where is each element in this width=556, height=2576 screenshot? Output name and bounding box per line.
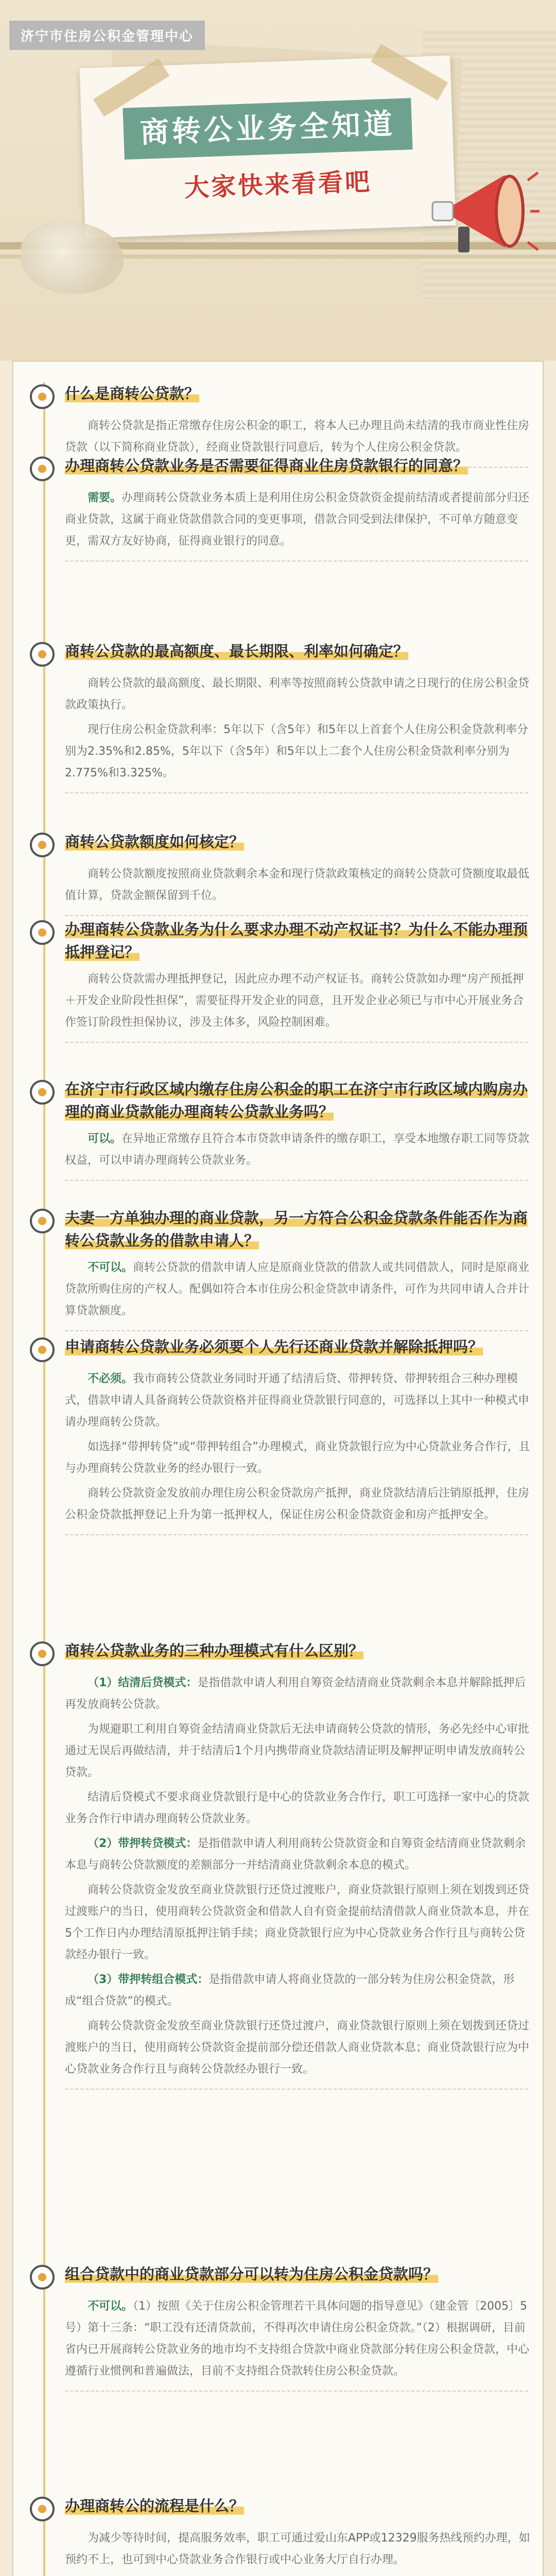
- answer-text: 商转公贷款的最高额度、最长期限、利率等按照商转公贷款申请之日现行的住房公积金贷款政策执行。: [65, 677, 530, 711]
- answer: [65, 1368, 533, 1526]
- question-label: 夫妻一方单独办理的商业贷款，另一方符合公积金贷款条件能否作为商转公贷款业务的借款申请人？: [65, 1209, 528, 1249]
- qa-block: [29, 831, 533, 916]
- qa-block: [29, 2495, 533, 2576]
- question: [29, 831, 533, 858]
- answer-text: 商转公贷款资金发放至商业贷款银行还贷过渡户，商业贷款银行原则上须在划拨到还贷过渡账户的当日，使用商转公贷款资金提前部分偿还借款人商业贷款本息；商业贷款银行应为中心贷款业务合作行且与商转公贷款经办银行一致。: [65, 2020, 530, 2076]
- question: [29, 2263, 533, 2291]
- bullet-circle-icon: [29, 1640, 56, 1667]
- qa-block: [29, 1639, 533, 2090]
- answer-text: 是指借款申请人利用商转公贷款资金和自筹资金结清商业贷款剩余本息与商转公贷款额度的差额部分一并结清商业贷款剩余本息的模式。: [65, 1837, 526, 1872]
- answer-text: 商转公贷款需办理抵押登记，因此应办理不动产权证书。商转公贷款如办理“房产预抵押＋开发企业阶段性担保”，需要征得开发企业的同意，且开发企业必须已与市中心开展业务合作签订阶段性担保协议，涉及主体多，风险控制困难。: [65, 973, 524, 1029]
- answer-paragraph: [65, 487, 533, 552]
- answer: [65, 673, 533, 784]
- bullet-circle-icon: [29, 383, 56, 410]
- answer: [65, 415, 533, 459]
- bullet-circle-icon: [29, 1336, 56, 1363]
- dashed-divider: [65, 1534, 528, 1535]
- answer-paragraph: [65, 969, 533, 1033]
- question-label: 什么是商转公贷款？: [65, 385, 200, 402]
- answer-paragraph: [65, 1483, 533, 1526]
- dashed-divider: [65, 2391, 528, 2392]
- question: [29, 454, 533, 482]
- question: [29, 918, 533, 963]
- page-subtitle: 大家快来看看吧: [184, 167, 373, 203]
- dashed-divider: [65, 915, 528, 916]
- bullet-circle-icon: [29, 1208, 56, 1234]
- question: [29, 1639, 533, 1667]
- answer-subheading: （3）带押转组合模式：: [88, 1973, 209, 1986]
- answer-lead: 不必须。: [88, 1372, 133, 1385]
- dashed-divider: [65, 792, 528, 793]
- answer-paragraph: [65, 1879, 533, 1966]
- answer-lead: 需要。: [88, 492, 122, 504]
- question-label: 办理商转公贷款业务是否需要征得商业住房贷款银行的同意？: [65, 457, 468, 474]
- answer-paragraph: [65, 415, 533, 459]
- answer-paragraph: [65, 1128, 533, 1172]
- answer: [65, 1672, 533, 2080]
- question: [29, 1207, 533, 1252]
- answer-paragraph: [65, 1787, 533, 1830]
- answer: [65, 969, 533, 1033]
- org-label: 济宁市住房公积金管理中心: [9, 21, 205, 50]
- answer-text: 商转公贷款的借款申请人应是原商业贷款的借款人或共同借款人，同时是原商业贷款所购住房的产权人。配偶如符合本市住房公积金贷款申请条件，可作为共同申请人合并计算贷款额度。: [65, 1261, 530, 1317]
- question-text: [65, 1207, 533, 1252]
- dashed-divider: [65, 561, 528, 562]
- bullet-circle-icon: [29, 2496, 56, 2522]
- answer: [65, 2296, 533, 2382]
- dashed-divider: [65, 1042, 528, 1043]
- answer-lead: 不可以。: [88, 2300, 133, 2313]
- header-banner: [0, 0, 556, 361]
- answer: [65, 863, 533, 907]
- dashed-divider: [65, 1330, 528, 1331]
- answer-paragraph: [65, 1257, 533, 1322]
- question-label: 办理商转公贷款业务为什么要求办理不动产权证书？为什么不能办理预抵押登记？: [65, 921, 528, 961]
- answer-paragraph: [65, 863, 533, 907]
- answer-paragraph: [65, 2296, 533, 2382]
- answer-lead: 不可以。: [88, 1261, 133, 1274]
- question-text: [65, 2495, 244, 2517]
- megaphone-icon: [427, 155, 541, 268]
- answer-text: 结清后贷模式不要求商业贷款银行是中心的贷款业务合作行，职工可选择一家中心的贷款业务合作行申请办理商转公贷款业务。: [65, 1791, 530, 1825]
- answer-text: 商转公贷款额度按照商业贷款剩余本金和现行贷款政策核定的商转公贷款可贷额度取最低值计算，贷款金额保留到千位。: [65, 868, 530, 902]
- bullet-circle-icon: [29, 455, 56, 482]
- question-text: [65, 1335, 483, 1358]
- answer-subheading: （2）带押转贷模式：: [88, 1837, 198, 1850]
- bullet-circle-icon: [29, 832, 56, 858]
- qa-block: [29, 2263, 533, 2392]
- answer-paragraph: [65, 673, 533, 716]
- question-label: 申请商转公贷款业务必须要个人先行还商业贷款并解除抵押吗？: [65, 1338, 483, 1355]
- question-label: 组合贷款中的商业贷款部分可以转为住房公积金贷款吗？: [65, 2265, 439, 2283]
- qa-block: [29, 640, 533, 793]
- answer-paragraph: [65, 1672, 533, 1716]
- answer: [65, 1257, 533, 1322]
- answer-text: 商转公贷款资金发放至商业贷款银行还贷过渡账户，商业贷款银行原则上须在划拨到还贷过渡账户的当日，使用商转公贷款资金和借款人自有资金提前结清借款人商业贷款本息，并在5个工作日内办理结清原抵押注销手续；商业贷款银行应为中心贷款业务合作行且与商转公贷款经办银行一致。: [65, 1884, 530, 1961]
- qa-block: [29, 918, 533, 1043]
- bullet-circle-icon: [29, 2264, 56, 2291]
- answer-text: 商转公贷款是指正常缴存住房公积金的职工，将本人已办理且尚未结清的我市商业性住房贷款（以下简称商业贷款），经商业贷款银行同意后，转为个人住房公积金贷款。: [65, 419, 530, 454]
- question-text: [65, 831, 244, 853]
- answer-text: 办理商转公贷款业务本质上是利用住房公积金贷款资金提前结清或者提前部分归还商业贷款，这属于商业贷款借款合同的变更事项，借款合同受到法律保护，不可单方随意变更，需双方友好协商，征得商业银行的同意。: [65, 492, 530, 548]
- question: [29, 1078, 533, 1123]
- answer: [65, 487, 533, 552]
- bullet-circle-icon: [29, 1079, 56, 1106]
- answer-text: 为规避职工利用自筹资金结清商业贷款后无法申请商转公贷款的情形，务必先经中心审批通过无误后再做结清，并于结清后1个月内携带商业贷款结清证明及解押证明申请发放商转公贷款。: [65, 1723, 530, 1779]
- answer-text: 是指借款申请人将商业贷款的一部分转为住房公积金贷款，形成“组合贷款”的模式。: [65, 1973, 515, 2008]
- answer-text: （1）按照《关于住房公积金管理若干具体问题的指导意见》（建金管〔2005〕5号）第十三条：“职工没有还清贷款前，不得再次申请住房公积金贷款。”（2）根据调研，目前省内已开展商转公贷款业务的地市均不支持组合贷款中商业贷款部分转住房公积金贷款，中心遵循行业惯例和普遍做法，目前不支持组合贷款转住房公积金贷款。: [65, 2300, 530, 2378]
- qa-content: [12, 361, 544, 2576]
- question-label: 商转公贷款的最高额度、最长期限、利率如何确定？: [65, 642, 409, 660]
- question-text: [65, 454, 468, 477]
- question-text: [65, 382, 199, 405]
- page-title: 商转公业务全知道: [123, 98, 412, 159]
- qa-block: [29, 1078, 533, 1181]
- question-label: 商转公贷款业务的三种办理模式有什么区别？: [65, 1642, 364, 1659]
- question-text: [65, 1078, 533, 1123]
- question-label: 商转公贷款额度如何核定？: [65, 833, 245, 851]
- question-label: 在济宁市行政区域内缴存住房公积金的职工在济宁市行政区域内购房办理的商业贷款能办理商转公贷款业务吗？: [65, 1080, 528, 1121]
- question: [29, 1335, 533, 1363]
- bullet-circle-icon: [29, 641, 56, 668]
- answer-paragraph: [65, 1719, 533, 1784]
- question-label: 办理商转公的流程是什么？: [65, 2497, 245, 2515]
- answer: [65, 2528, 533, 2571]
- bullet-circle-icon: [29, 919, 56, 946]
- dashed-divider: [65, 2089, 528, 2090]
- answer-subheading: （1）结清后贷模式：: [88, 1676, 198, 1689]
- answer-text: 是指借款申请人利用自筹资金结清商业贷款剩余本息并解除抵押后再发放商转公贷款。: [65, 1676, 526, 1711]
- answer-text: 为减少等待时间，提高服务效率，职工可通过爱山东APP或12329服务热线预约办理，如预约不上，也可到中心贷款业务合作银行或中心业务大厅自行办理。: [65, 2532, 530, 2566]
- answer: [65, 1128, 533, 1172]
- question: [29, 640, 533, 668]
- question: [29, 382, 533, 410]
- answer-paragraph: [65, 1368, 533, 1433]
- question-text: [65, 2263, 438, 2285]
- answer-text: 在异地正常缴存且符合本市贷款申请条件的缴存职工，享受本地缴存职工同等贷款权益，可以申请办理商转公贷款业务。: [65, 1132, 530, 1167]
- question-text: [65, 640, 408, 663]
- question-text: [65, 918, 533, 963]
- qa-block: [29, 1207, 533, 1331]
- answer-text: 现行住房公积金贷款利率：5年以下（含5年）和5年以上首套个人住房公积金贷款利率分别为2.35%和2.85%，5年以下（含5年）和5年以上二套个人住房公积金贷款利率分别为2.775%和3.325%。: [65, 723, 528, 779]
- answer-text: 我市商转公贷款业务同时开通了结清后贷、带押转贷、带押转组合三种办理模式，借款申请人具备商转公贷款资格并征得商业贷款银行同意的，可选择以上其中一种模式申请办理商转公贷款。: [65, 1372, 530, 1429]
- answer-paragraph: [65, 1833, 533, 1876]
- answer-paragraph: [65, 719, 533, 784]
- answer-lead: 可以。: [88, 1132, 122, 1145]
- answer-paragraph: [65, 1436, 533, 1480]
- answer-paragraph: [65, 1969, 533, 2012]
- question: [29, 2495, 533, 2522]
- qa-block: [29, 1335, 533, 1535]
- answer-text: 商转公贷款资金发放前办理住房公积金贷款房产抵押，商业贷款结清后注销原抵押，住房公积金贷款抵押登记上升为第一抵押权人，保证住房公积金贷款资金和房产抵押安全。: [65, 1487, 530, 1521]
- dashed-divider: [65, 1180, 528, 1181]
- question-text: [65, 1639, 363, 1662]
- qa-block: [29, 454, 533, 562]
- answer-text: 如选择“带押转贷”或“带押转组合”办理模式，商业贷款银行应为中心贷款业务合作行，且与办理商转公贷款业务的经办银行一致。: [65, 1440, 530, 1475]
- answer-paragraph: [65, 2015, 533, 2080]
- answer-paragraph: [65, 2528, 533, 2571]
